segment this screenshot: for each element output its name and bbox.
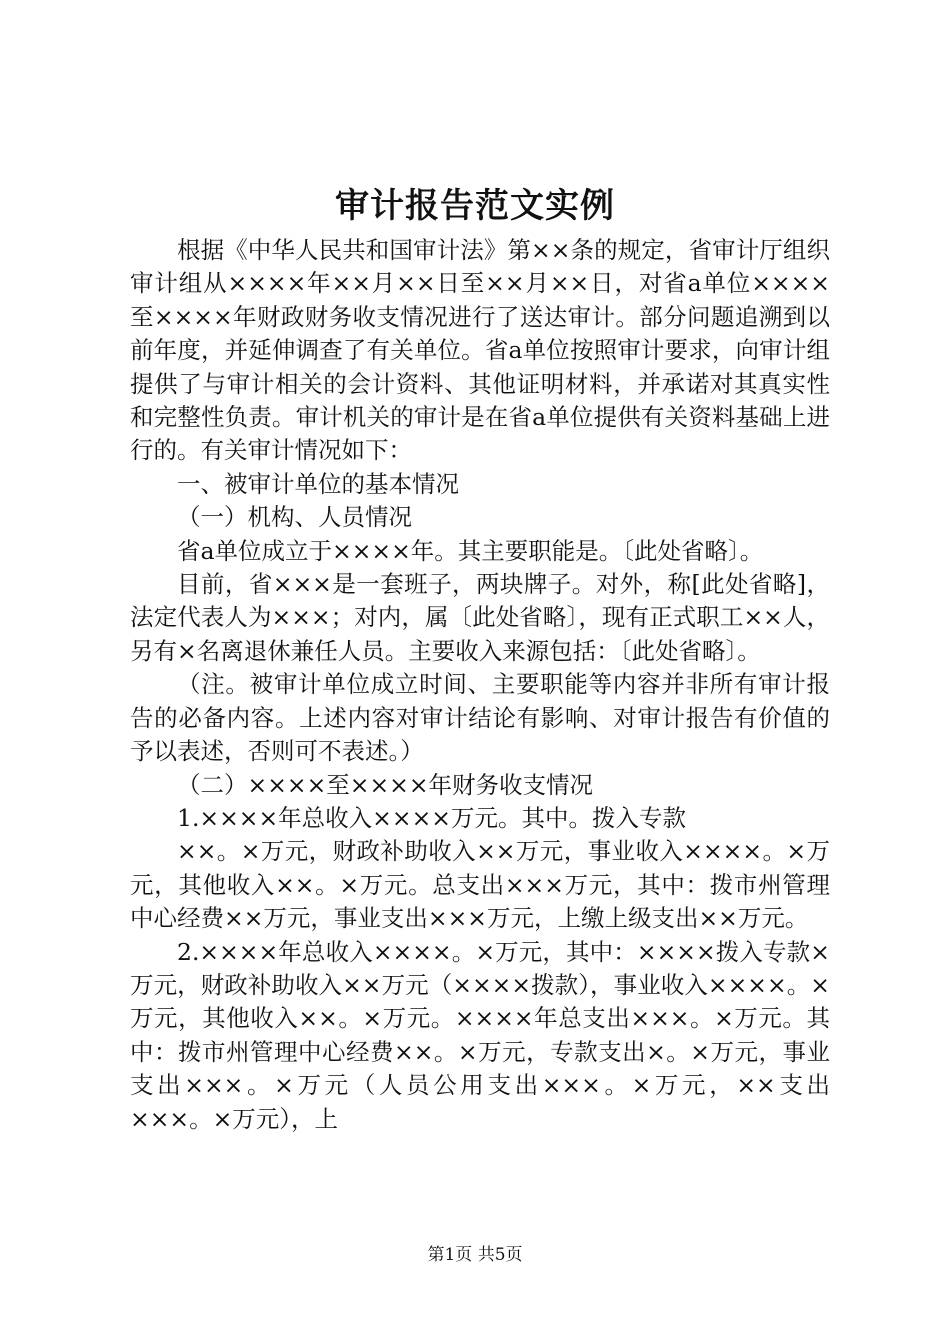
paragraph-intro: 根据《中华人民共和国审计法》第××条的规定，省审计厅组织审计组从××××年××月××日至××月××日，对省a单位××××至××××年财政财务收支情况进行了送达审计。部分问题追溯到以前年度，并延伸调查了有关单位。省a单位按照审计要求，向审计组提供了与审计相关的会计资料、其他证明材料，并承诺对其真实性和完整性负责。审计机关的审计是在省a单位提供有关资料基础上进行的。有关审计情况如下：: [130, 236, 830, 465]
document-body: [130, 234, 830, 1136]
page-number: 第1页 共5页: [427, 1245, 523, 1265]
paragraph-established: 省a单位成立于××××年。其主要职能是。〔此处省略〕。: [177, 536, 764, 565]
heading-subsection-2: （二）××××至××××年财务收支情况: [177, 770, 594, 799]
heading-section-1: 一、被审计单位的基本情况: [177, 469, 459, 498]
paragraph-item-2: 2.××××年总收入××××。×万元，其中：××××拨入专款×万元，财政补助收入××万元（××××拨款），事业收入××××。×万元，其他收入××。×万元。××××年总支出×××。×万元。其中：拨市州管理中心经费××。×万元，专款支出×。×万元，事业支出×××。×万元（人员公用支出×××。×万元，××支出×××。×万元），上: [130, 937, 830, 1133]
paragraph-note: （注。被审计单位成立时间、主要职能等内容并非所有审计报告的必备内容。上述内容对审计结论有影响、对审计报告有价值的予以表述，否则可不表述。）: [130, 670, 830, 766]
paragraph-item-1-start: 1.××××年总收入××××万元。其中。拨入专款: [177, 803, 686, 832]
paragraph-item-1-detail: ××。×万元，财政补助收入××万元，事业收入××××。×万元，其他收入××。×万元。总支出×××万元，其中：拨市州管理中心经费××万元，事业支出×××万元，上缴上级支出××万元。: [130, 837, 830, 933]
paragraph-current-status: 目前，省×××是一套班子，两块牌子。对外，称[此处省略]，法定代表人为×××；对内，属〔此处省略〕，现有正式职工××人，另有×名离退休兼任人员。主要收入来源包括：〔此处省略〕。: [130, 570, 830, 665]
document-title: 审计报告范文实例: [335, 186, 615, 226]
heading-subsection-1: （一）机构、人员情况: [177, 503, 412, 532]
